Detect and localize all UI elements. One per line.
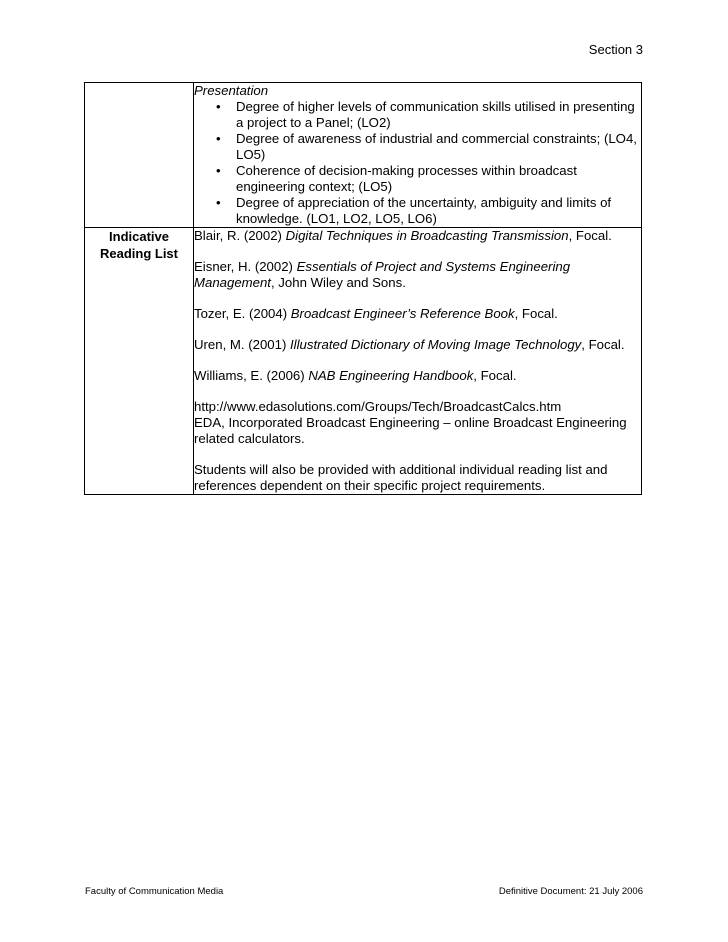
reference-publisher: , John Wiley and Sons.	[270, 275, 406, 290]
reading-list-label-cell	[85, 228, 194, 495]
assessment-row	[85, 83, 642, 228]
reference-item	[194, 368, 641, 384]
section-label: Section 3	[588, 42, 643, 57]
reference-title: Essentials of Project and Systems Engineering Management	[194, 259, 571, 290]
reference-item	[194, 259, 641, 291]
reference-author: Eisner, H. (2002)	[194, 259, 297, 274]
reference-publisher: , Focal.	[473, 368, 517, 383]
reference-publisher: , Focal.	[514, 306, 558, 321]
reference-title: NAB Engineering Handbook	[308, 368, 474, 383]
reference-author: Blair, R. (2002)	[194, 228, 286, 243]
reading-list-row	[85, 228, 642, 495]
web-resource-description: EDA, Incorporated Broadcast Engineering – online Broadcast Engineering related calculators.	[194, 415, 627, 446]
reference-publisher: , Focal.	[568, 228, 612, 243]
criteria-item: • Degree of appreciation of the uncertainty, ambiguity and limits of knowledge. (LO1, LO2, LO5, LO6)	[236, 195, 641, 227]
reference-author: Uren, M. (2001)	[194, 337, 291, 352]
criteria-item: • Coherence of decision-making processes within broadcast engineering context; (LO5)	[236, 163, 641, 195]
reading-list-content	[194, 228, 642, 495]
reference-title: Illustrated Dictionary of Moving Image Technology	[290, 337, 582, 352]
reference-author: Williams, E. (2006)	[194, 368, 309, 383]
footer-document-date: Definitive Document: 21 July 2006	[498, 886, 643, 897]
reading-list-label: Indicative Reading List	[99, 229, 178, 261]
reference-title: Digital Techniques in Broadcasting Transmission	[285, 228, 569, 243]
reference-title: Broadcast Engineer’s Reference Book	[290, 306, 515, 321]
presentation-heading: Presentation	[194, 83, 269, 98]
web-resource	[194, 399, 641, 447]
reference-item	[194, 306, 641, 322]
module-table	[84, 82, 642, 495]
reference-item	[194, 228, 641, 244]
assessment-row-label	[85, 83, 194, 228]
reference-item	[194, 337, 641, 353]
criteria-item: • Degree of awareness of industrial and commercial constraints; (LO4, LO5)	[236, 131, 641, 163]
assessment-row-content	[194, 83, 642, 228]
reference-author: Tozer, E. (2004)	[194, 306, 291, 321]
footer-faculty: Faculty of Communication Media	[85, 886, 224, 897]
reading-list-note: Students will also be provided with additional individual reading list and references dependent on their specific project requirements.	[194, 462, 608, 493]
web-resource-url[interactable]: http://www.edasolutions.com/Groups/Tech/BroadcastCalcs.htm	[194, 399, 562, 414]
criteria-item: • Degree of higher levels of communication skills utilised in presenting a project to a Panel; (LO2)	[236, 99, 641, 131]
reference-publisher: , Focal.	[581, 337, 625, 352]
presentation-criteria-list	[194, 99, 641, 227]
